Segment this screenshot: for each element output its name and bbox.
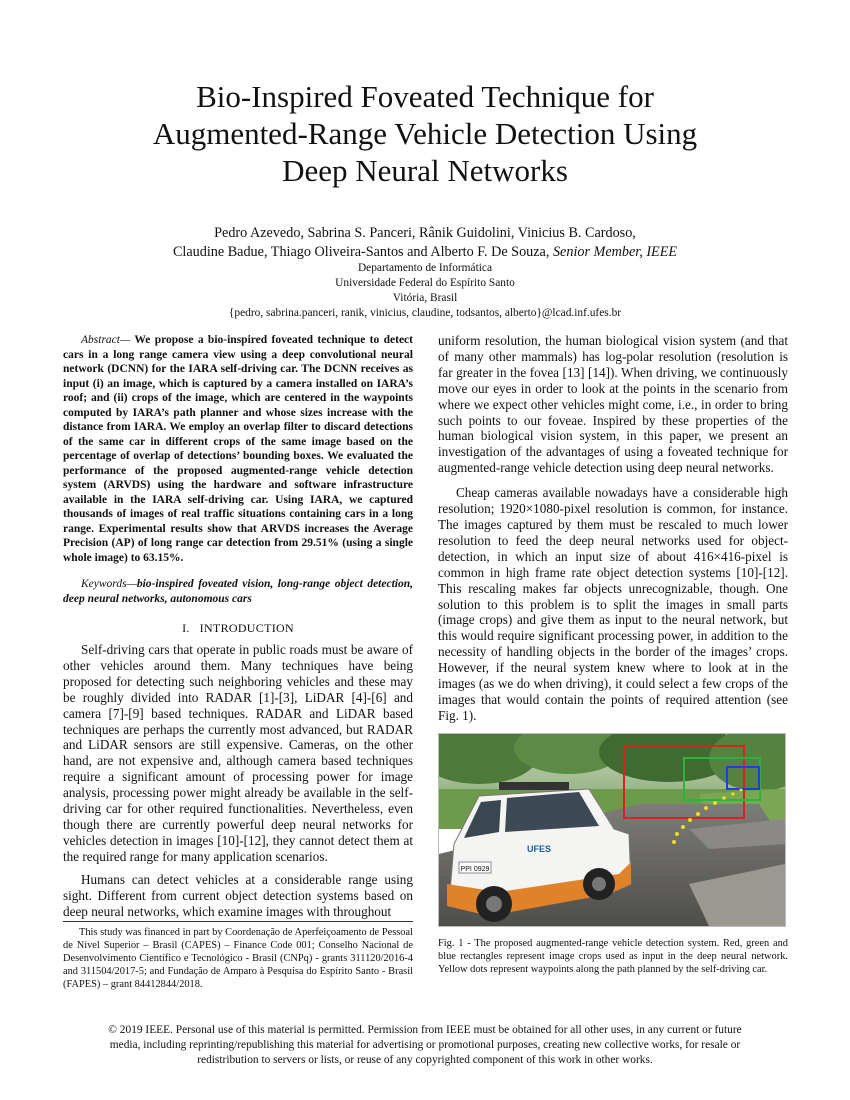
authors-line-2 [80,243,770,262]
car-side-text: UFES [526,843,552,854]
figure-1-photo [438,733,786,927]
left-column [63,333,413,991]
authors-line-1: Pedro Azevedo, Sabrina S. Panceri, Rânik Guidolini, Vinicius B. Cardoso, [214,225,636,241]
author-list [80,224,770,262]
intro-paragraph-4: Cheap cameras available nowadays have a considerable high resolution; 1920×1080-pixel resolution is common, for instance. The images captured by them must be rescaled to much lower resolution to feed the deep neural networks used for object-detection, in which an input size of about 416×416-pixel is common in high frame rate object detection systems [10]-[12]. This rescaling makes far objects unrecognizable, though. One solution to this problem is to split the images in small parts (image crops) and give them as input to the neural network, but this would require significant processing power, in addition to the necessity of handling objects in the border of the images’ crops. However, if the neural system knew where to look at in the images (as we do when driving), it could select a few crops of the images that would contain the points of required attention (see Fig. 1). [438,485,788,723]
paper-title [60,78,790,189]
intro-paragraph-3: uniform resolution, the human biological vision system (and that of many other mammals) has log-polar resolution (resolution is far greater in the fovea [13] [14]). When driving, we continuously move our eyes in order to look at the points in the scenario from where we expect other vehicles might come, i.e., in order to bring such points to our foveae. Inspired by these properties of the human biological vision system, in this paper, we present an investigation of the advantages of using a foveated technique for augmented-range vehicle detection using deep neural networks. [438,333,788,476]
title-line-3: Deep Neural Networks [282,153,568,188]
title-line-1: Bio-Inspired Foveated Technique for [196,79,654,114]
street-scene-image [439,734,785,926]
section-title: INTRODUCTION [199,621,294,635]
affiliation [80,261,770,321]
keywords [63,577,413,606]
right-column [438,333,788,976]
affiliation-city: Vitória, Brasil [392,292,458,304]
car-plate-text: PPI 0929 [460,865,490,873]
footnote-rule [63,921,413,922]
section-heading-introduction [63,621,413,636]
affiliation-dept: Departamento de Informática [357,262,493,274]
abstract [63,333,413,565]
keywords-text: bio-inspired foveated vision, long-range object detection, deep neural networks, autonomous cars [63,578,413,605]
intro-paragraph-2: Humans can detect vehicles at a considerable range using sight. Different from current object detection systems based on deep neural networks, which examine images with throughout [63,871,413,919]
author-membership: Senior Member, IEEE [552,244,678,260]
copyright-notice: © 2019 IEEE. Personal use of this material is permitted. Permission from IEEE must be obtained for all other uses, in any current or future media, including reprinting/republishing this material for advertising or promotional purposes, creating new collective works, for resale or redistribution to servers or lists, or reuse of any copyrighted component of this work in other works. [108,1024,742,1066]
affiliation-university: Universidade Federal do Espírito Santo [335,277,515,289]
intro-paragraph-1: Self-driving cars that operate in public roads must be aware of other vehicles around them. Many techniques have being proposed for detecting such neighboring vehicles and these may be roughly divided into RADAR [1]-[3], LiDAR [4]-[6] and camera [7]-[9] based techniques. RADAR and LiDAR based techniques are perhaps the currently most advanced, but RADAR and LiDAR sensors are still expensive. Cameras, on the other hand, are not expensive and, although camera based techniques require a significant amount of processing power for image analysis, processing power might already be available in the self-driving car for other required functionalities. Nevertheless, even though there are currently powerful deep neural networks for vehicles detection in images [10]-[12], they cannot detect them at the required range for many application scenarios. [63,642,413,864]
funding-footnote: This study was financed in part by Coordenação de Aperfeiçoamento de Pessoal de Nível Superior – Brasil (CAPES) – Finance Code 001; Conselho Nacional de Desenvolvimento Científico e Tecnológico - Brasil (CNPq) - grants 311120/2016-4 and 311504/2017-5; and Fundação de Amparo à Pesquisa do Espírito Santo - Brasil (FAPES) – grant 84412844/2018. [63,927,413,991]
affiliation-emails: {pedro, sabrina.panceri, ranik, vinicius, claudine, todsantos, alberto}@lcad.inf.ufes.br [228,307,622,319]
abstract-lead: Abstract— [81,334,131,346]
keywords-lead: Keywords— [81,578,137,590]
authors-line-2-names: Claudine Badue, Thiago Oliveira-Santos and Alberto F. De Souza, [172,244,550,260]
abstract-text: We propose a bio-inspired foveated technique to detect cars in a long range camera view using a deep convolutional neural network (DCNN) for the IARA self-driving car. The DCNN receives as input (i) an image, which is captured by a camera installed on IARA’s roof; and (ii) crops of the image, which are centered in the waypoints computed by IARA’s path planner and whose sizes increase with the distance from IARA. We employ an overlap filter to discard detections of the same car in different crops of the same image based on the percentage of overlap of detections’ bounding boxes. We evaluated the performance of the proposed augmented-range vehicle detection system (ARVDS) using the hardware and software infrastructure available in the IARA self-driving car. Using IARA, we captured thousands of images of real traffic situations containing cars in a long range. Experimental results show that ARVDS increases the Average Precision (AP) of long range car detection from 29.51% (using a single whole image) to 63.15%. [63,334,413,564]
title-line-2: Augmented-Range Vehicle Detection Using [152,116,698,151]
figure-1-caption: Fig. 1 - The proposed augmented-range vehicle detection system. Red, green and blue rectangles represent image crops used as input in the deep neural network. Yellow dots represent waypoints along the path planned by the self-driving car. [438,937,788,975]
section-number: I. [182,621,190,635]
